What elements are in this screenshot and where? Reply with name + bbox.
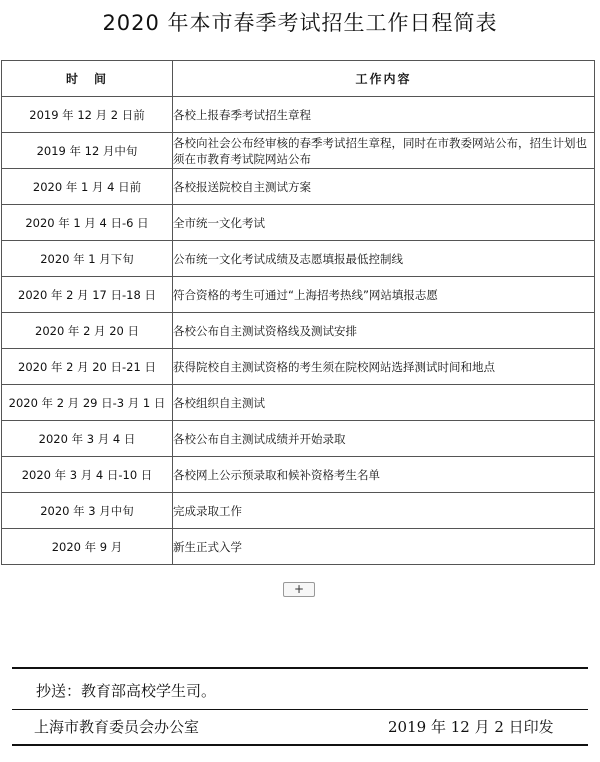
table-header-row: [2, 61, 595, 97]
document-title: 2020 年本市春季考试招生工作日程简表: [102, 11, 498, 35]
table-row: [2, 205, 595, 241]
schedule-table: [1, 60, 595, 565]
work-cell: 各校报送院校自主测试方案: [173, 169, 595, 205]
table-row: [2, 277, 595, 313]
time-cell: 2020 年 2 月 29 日-3 月 1 日: [2, 385, 173, 421]
footer-bottom-rule: [12, 744, 588, 746]
work-cell: 符合资格的考生可通过“上海招考热线”网站填报志愿: [173, 277, 595, 313]
table-row: [2, 133, 595, 169]
footer-top-rule: [12, 667, 588, 669]
time-cell: 2019 年 12 月中旬: [2, 133, 173, 169]
issue-date: 2019 年 12 月 2 日印发: [388, 718, 554, 736]
table-row: [2, 529, 595, 565]
work-cell: 各校上报春季考试招生章程: [173, 97, 595, 133]
time-cell: 2020 年 2 月 20 日: [2, 313, 173, 349]
footer-middle-rule: [12, 709, 588, 710]
time-cell: 2019 年 12 月 2 日前: [2, 97, 173, 133]
table-row: [2, 493, 595, 529]
work-cell: 公布统一文化考试成绩及志愿填报最低控制线: [173, 241, 595, 277]
time-cell: 2020 年 1 月 4 日前: [2, 169, 173, 205]
table-row: [2, 169, 595, 205]
work-cell: 各校公布自主测试资格线及测试安排: [173, 313, 595, 349]
issuer-name: 上海市教育委员会办公室: [34, 718, 200, 736]
time-cell: 2020 年 1 月 4 日-6 日: [2, 205, 173, 241]
column-header-time: 时 间: [2, 61, 173, 97]
time-cell: 2020 年 3 月 4 日-10 日: [2, 457, 173, 493]
work-cell: 各校向社会公布经审核的春季考试招生章程，同时在市教委网站公布，招生计划也须在市教育考试院网站公布: [173, 133, 595, 169]
add-row-button[interactable]: +: [283, 582, 315, 597]
work-cell: 各校组织自主测试: [173, 385, 595, 421]
table-row: [2, 385, 595, 421]
work-cell: 新生正式入学: [173, 529, 595, 565]
time-cell: 2020 年 3 月中旬: [2, 493, 173, 529]
work-cell: 各校网上公示预录取和候补资格考生名单: [173, 457, 595, 493]
time-cell: 2020 年 3 月 4 日: [2, 421, 173, 457]
table-row: [2, 349, 595, 385]
table-row: [2, 97, 595, 133]
table-row: [2, 241, 595, 277]
column-header-work: 工作内容: [173, 61, 595, 97]
time-cell: 2020 年 2 月 20 日-21 日: [2, 349, 173, 385]
work-cell: 完成录取工作: [173, 493, 595, 529]
table-row: [2, 313, 595, 349]
work-cell: 各校公布自主测试成绩并开始录取: [173, 421, 595, 457]
work-cell: 获得院校自主测试资格的考生须在院校网站选择测试时间和地点: [173, 349, 595, 385]
time-cell: 2020 年 2 月 17 日-18 日: [2, 277, 173, 313]
cc-line: 抄送：教育部高校学生司。: [36, 682, 217, 700]
work-cell: 全市统一文化考试: [173, 205, 595, 241]
table-row: [2, 457, 595, 493]
time-cell: 2020 年 1 月下旬: [2, 241, 173, 277]
time-cell: 2020 年 9 月: [2, 529, 173, 565]
table-row: [2, 421, 595, 457]
